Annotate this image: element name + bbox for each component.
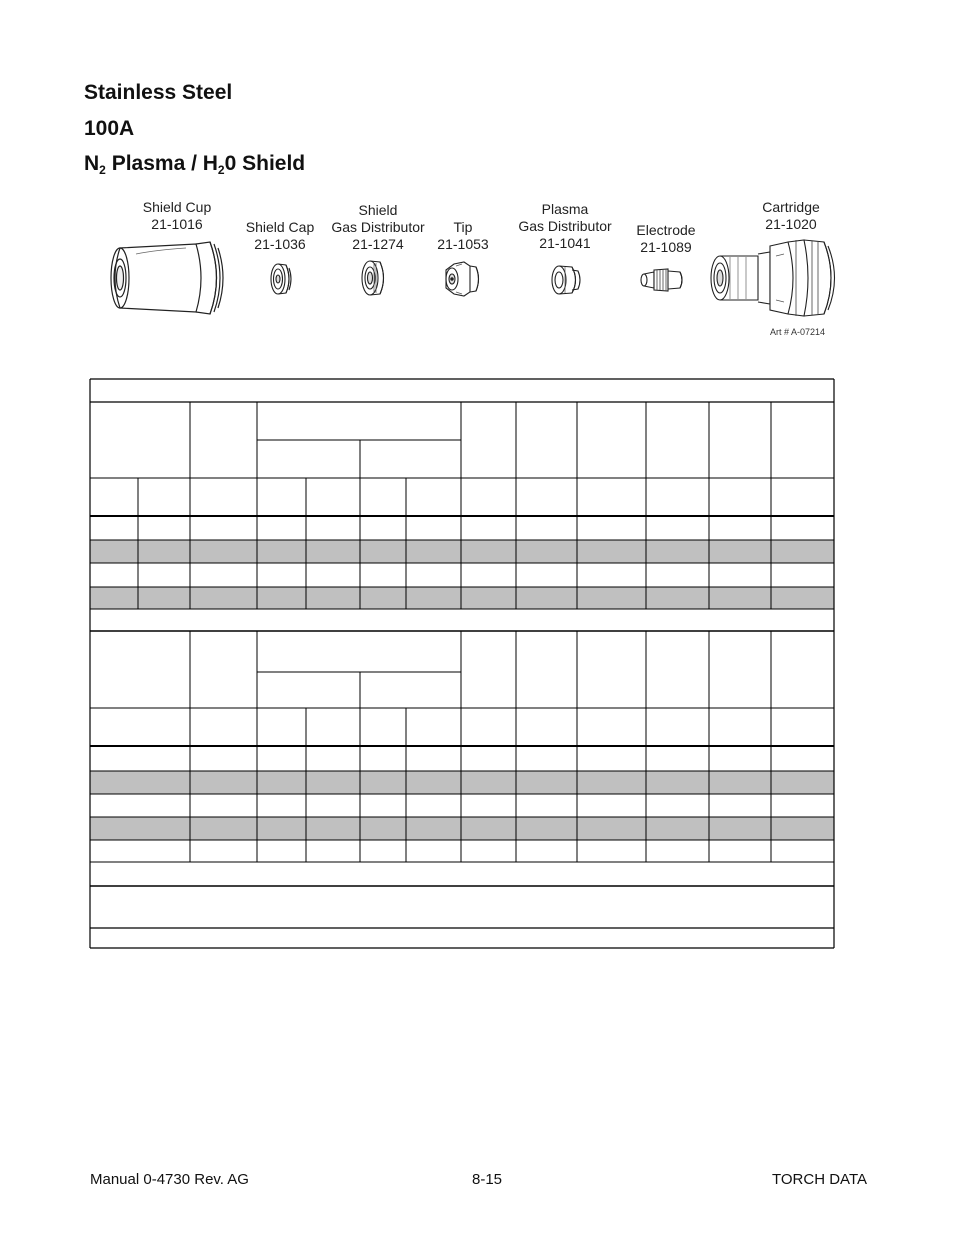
label-plasma-gas-distributor-number: 21-1041	[539, 235, 591, 251]
footer-section-title: TORCH DATA	[772, 1171, 868, 1188]
label-shield-gas-distributor-name: Shield	[358, 202, 398, 218]
table-row-shaded	[90, 817, 834, 840]
art-number: Art # A-07214	[770, 327, 826, 337]
heading-gas-n: N	[84, 152, 100, 175]
table-row-shaded	[90, 587, 834, 609]
heading-gas-plasma: Plasma / H	[105, 152, 218, 175]
label-shield-cap-number: 21-1036	[254, 236, 306, 252]
heading-gas-sub-1: 2	[99, 163, 106, 177]
label-tip-number: 21-1053	[437, 236, 489, 252]
heading-gas-shield: 0 Shield	[224, 152, 306, 175]
label-shield-cap-name: Shield Cap	[245, 219, 315, 235]
footer-manual-number: Manual 0-4730 Rev. AG	[90, 1171, 249, 1188]
heading-material: Stainless Steel	[84, 81, 233, 104]
label-shield-gas-distributor-name2: Gas Distributor	[331, 219, 425, 235]
footer-page-number: 8-15	[472, 1171, 503, 1188]
label-cartridge-name: Cartridge	[762, 199, 820, 215]
heading-gas-sub-2: 2	[217, 163, 225, 177]
label-tip-name: Tip	[453, 219, 473, 235]
label-cartridge-number: 21-1020	[765, 216, 817, 232]
label-plasma-gas-distributor-name2: Gas Distributor	[518, 218, 612, 234]
label-shield-cup-name: Shield Cup	[142, 199, 212, 215]
label-plasma-gas-distributor-name: Plasma	[541, 201, 589, 217]
heading-current: 100A	[84, 117, 135, 140]
label-shield-gas-distributor-number: 21-1274	[352, 236, 404, 252]
label-electrode-number: 21-1089	[640, 239, 692, 255]
label-electrode-name: Electrode	[636, 222, 696, 238]
table-row-shaded	[90, 771, 834, 794]
table-row-shaded	[90, 540, 834, 563]
label-shield-cup-number: 21-1016	[151, 216, 203, 232]
